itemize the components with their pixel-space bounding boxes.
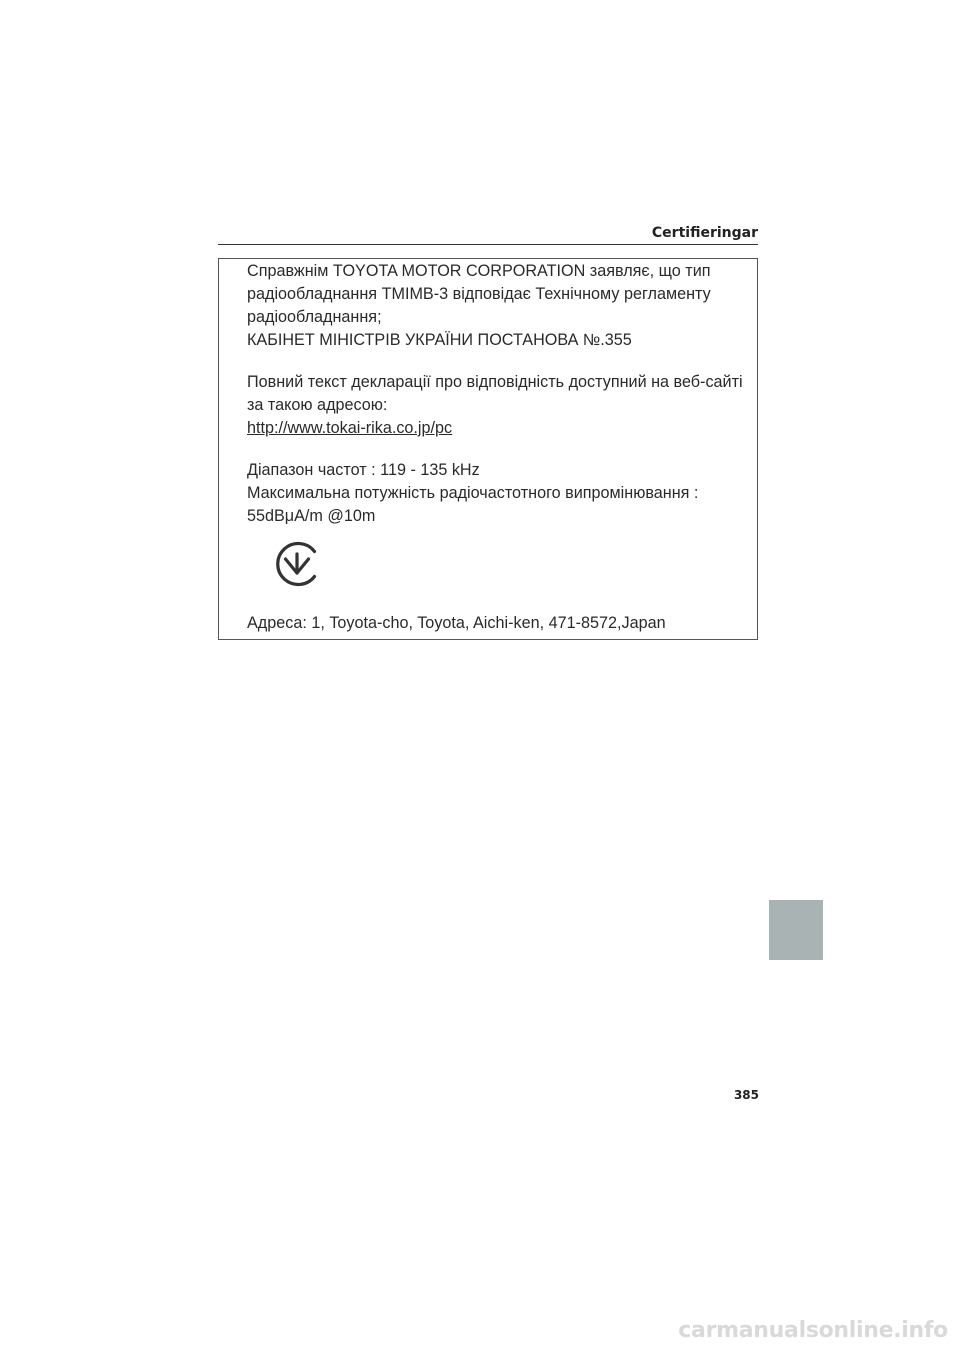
declaration-line: радіообладнання; [247,308,382,326]
max-power-value: 55dBμA/m @10m [247,507,376,525]
watermark-link[interactable]: carmanualsonline.info [678,1318,948,1343]
declaration-line: Справжнім TOYOTA MOTOR CORPORATION заявляє, що тип [247,262,711,280]
full-text-paragraph [247,371,743,440]
declaration-paragraph [247,260,739,352]
declaration-url-link[interactable]: http://www.tokai-rika.co.jp/pc [247,419,453,437]
manufacturer-address: Адреса: 1, Toyota-cho, Toyota, Aichi-ken, 471-8572,Japan [247,614,666,632]
full-text-line: за такою адресою: [247,396,388,414]
ukrainian-conformity-mark-icon [273,540,321,588]
max-power-label: Максимальна потужність радіочастотного випромінювання : [247,484,699,502]
full-text-line: Повний текст декларації про відповідність доступний на веб-сайті [247,373,743,391]
resolution-line: КАБІНЕТ МІНІСТРІВ УКРАЇНИ ПОСТАНОВА №.355 [247,331,632,349]
specifications-paragraph [247,459,739,528]
declaration-line: радіообладнання TMIMB-3 відповідає Технічному регламенту [247,285,711,303]
section-tab [769,900,823,960]
certification-box [218,258,758,640]
section-title: Certifieringar [651,225,758,241]
header-divider [218,244,758,245]
frequency-range: Діапазон частот : 119 - 135 kHz [247,461,480,479]
page-number: 385 [733,1088,759,1102]
